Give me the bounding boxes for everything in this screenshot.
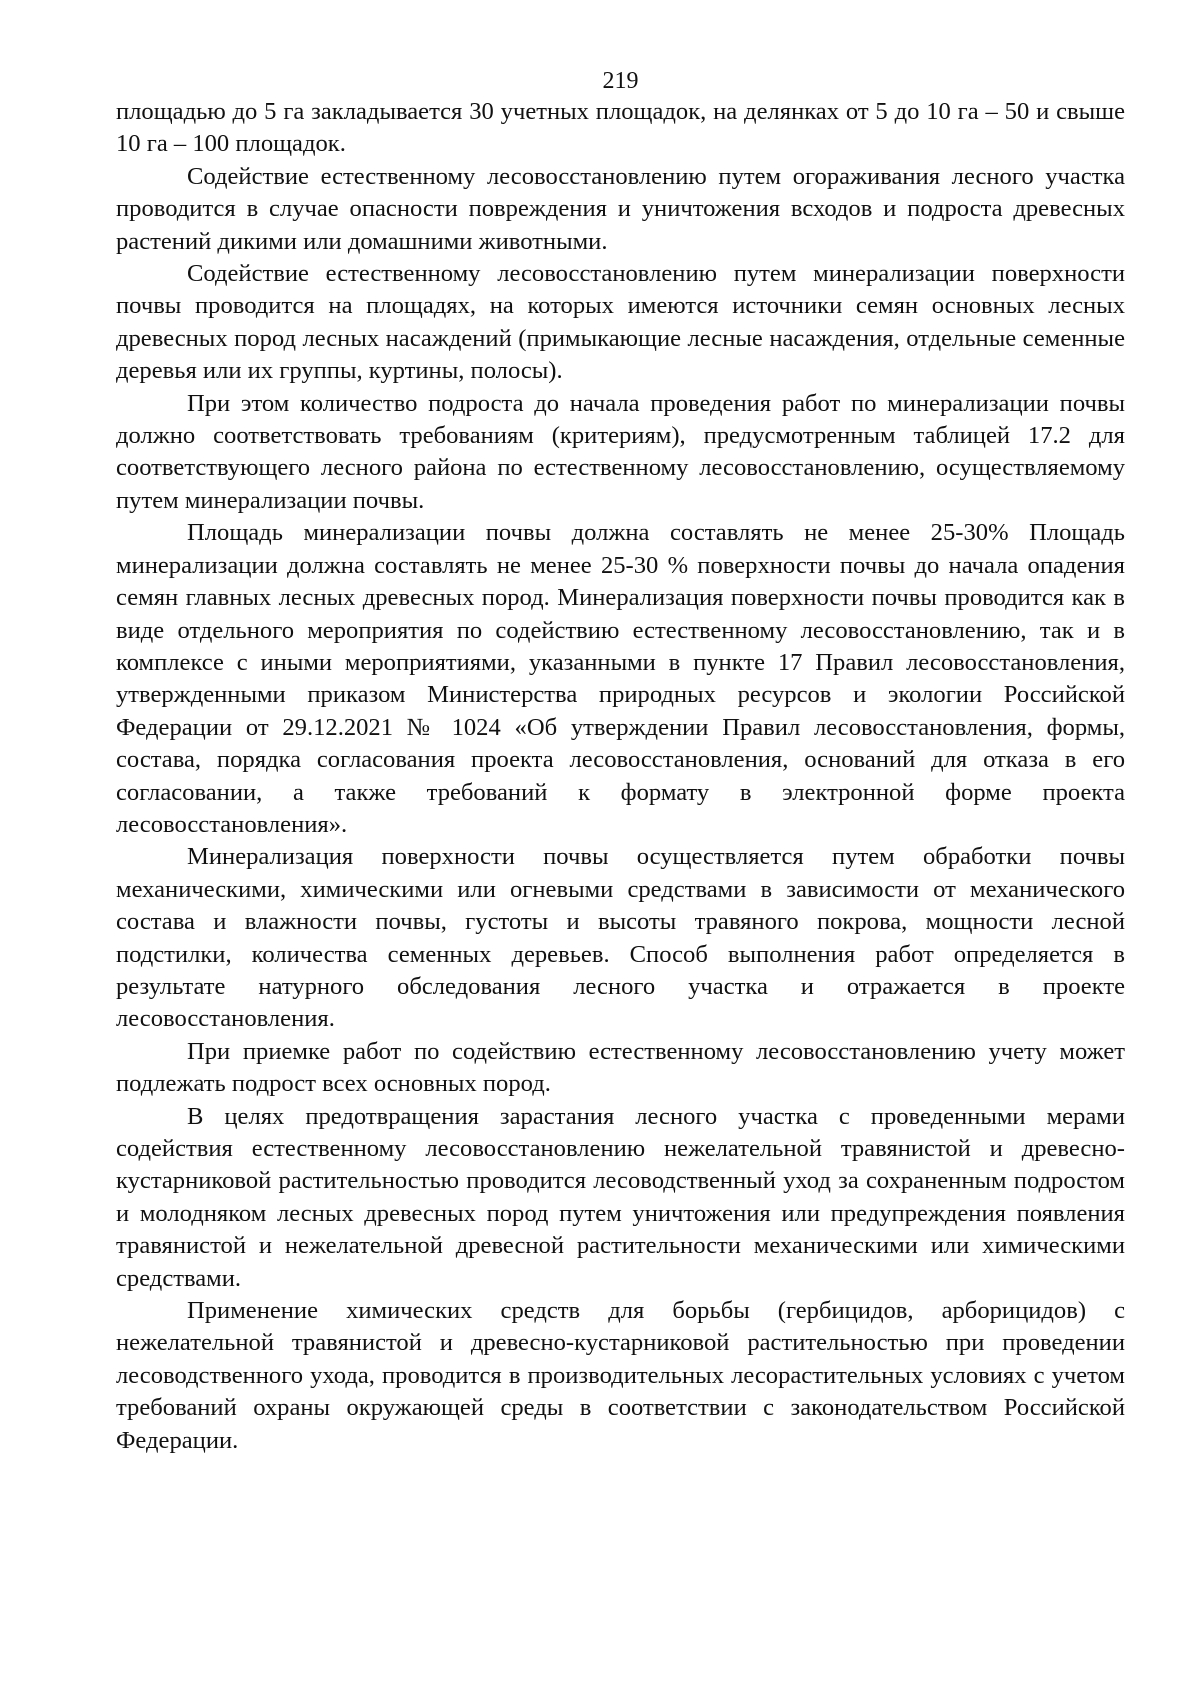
paragraph: Применение химических средств для борьбы (гербицидов, арборицидов) с нежелательной травянистой и древесно-кустарниковой растительностью при проведении лесоводственного ухода, проводится в производительных лесорастительных условиях с учетом требований охраны окружающей среды в соответствии с законодательством Российской Федерации.: [116, 1297, 1125, 1454]
paragraph: В целях предотвращения зарастания лесного участка с проведенными мерами содействия естественному лесовосстановлению нежелательной травянистой и древесно-кустарниковой растительностью проводится лесоводственный уход за сохраненным подростом и молодняком лесных древесных пород путем уничтожения или предупреждения появления травянистой и нежелательной древесной растительности механическими или химическими средствами.: [116, 1102, 1125, 1292]
paragraph: При этом количество подроста до начала проведения работ по минерализации почвы должно соответствовать требованиям (критериям), предусмотренным таблицей 17.2 для соответствующего лесного района по естественному лесовосстановлению, осуществляемому путем минерализации почвы.: [116, 389, 1125, 514]
paragraph: Содействие естественному лесовосстановлению путем минерализации поверхности почвы проводится на площадях, на которых имеются источники семян основных лесных древесных пород лесных насаждений (примыкающие лесные насаждения, отдельные семенные деревья или их группы, куртины, полосы).: [116, 260, 1125, 385]
paragraph: При приемке работ по содействию естественному лесовосстановлению учету может подлежать подрост всех основных пород.: [116, 1037, 1125, 1098]
paragraph: площадью до 5 га закладывается 30 учетных площадок, на делянках от 5 до 10 га – 50 и свыше 10 га – 100 площадок.: [116, 98, 1125, 158]
paragraph: Минерализация поверхности почвы осуществляется путем обработки почвы механическими, химическими или огневыми средствами в зависимости от механического состава и влажности почвы, густоты и высоты травяного покрова, мощности лесной подстилки, количества семенных деревьев. Способ выполнения работ определяется в результате натурного обследования лесного участка и отражается в проекте лесовосстановления.: [116, 843, 1125, 1033]
paragraph: Содействие естественному лесовосстановлению путем огораживания лесного участка проводится в случае опасности повреждения и уничтожения всходов и подроста древесных растений дикими или домашними животными.: [116, 162, 1125, 255]
paragraph: Площадь минерализации почвы должна составлять не менее 25-30% Площадь минерализации должна составлять не менее 25-30 % поверхности почвы до начала опадения семян главных лесных древесных пород. Минерализация поверхности почвы проводится как в виде отдельного мероприятия по содействию естественному лесовосстановлению, так и в комплексе с иными мероприятиями, указанными в пункте 17 Правил лесовосстановления, утвержденными приказом Министерства природных ресурсов и экологии Российской Федерации от 29.12.2021 № 1024 «Об утверждении Правил лесовосстановления, формы, состава, порядка согласования проекта лесовосстановления, оснований для отказа в его согласовании, а также требований к формату в электронной форме проекта лесовосстановления».: [116, 519, 1125, 838]
document-body: [116, 96, 1125, 1457]
page-number: 219: [602, 68, 639, 94]
